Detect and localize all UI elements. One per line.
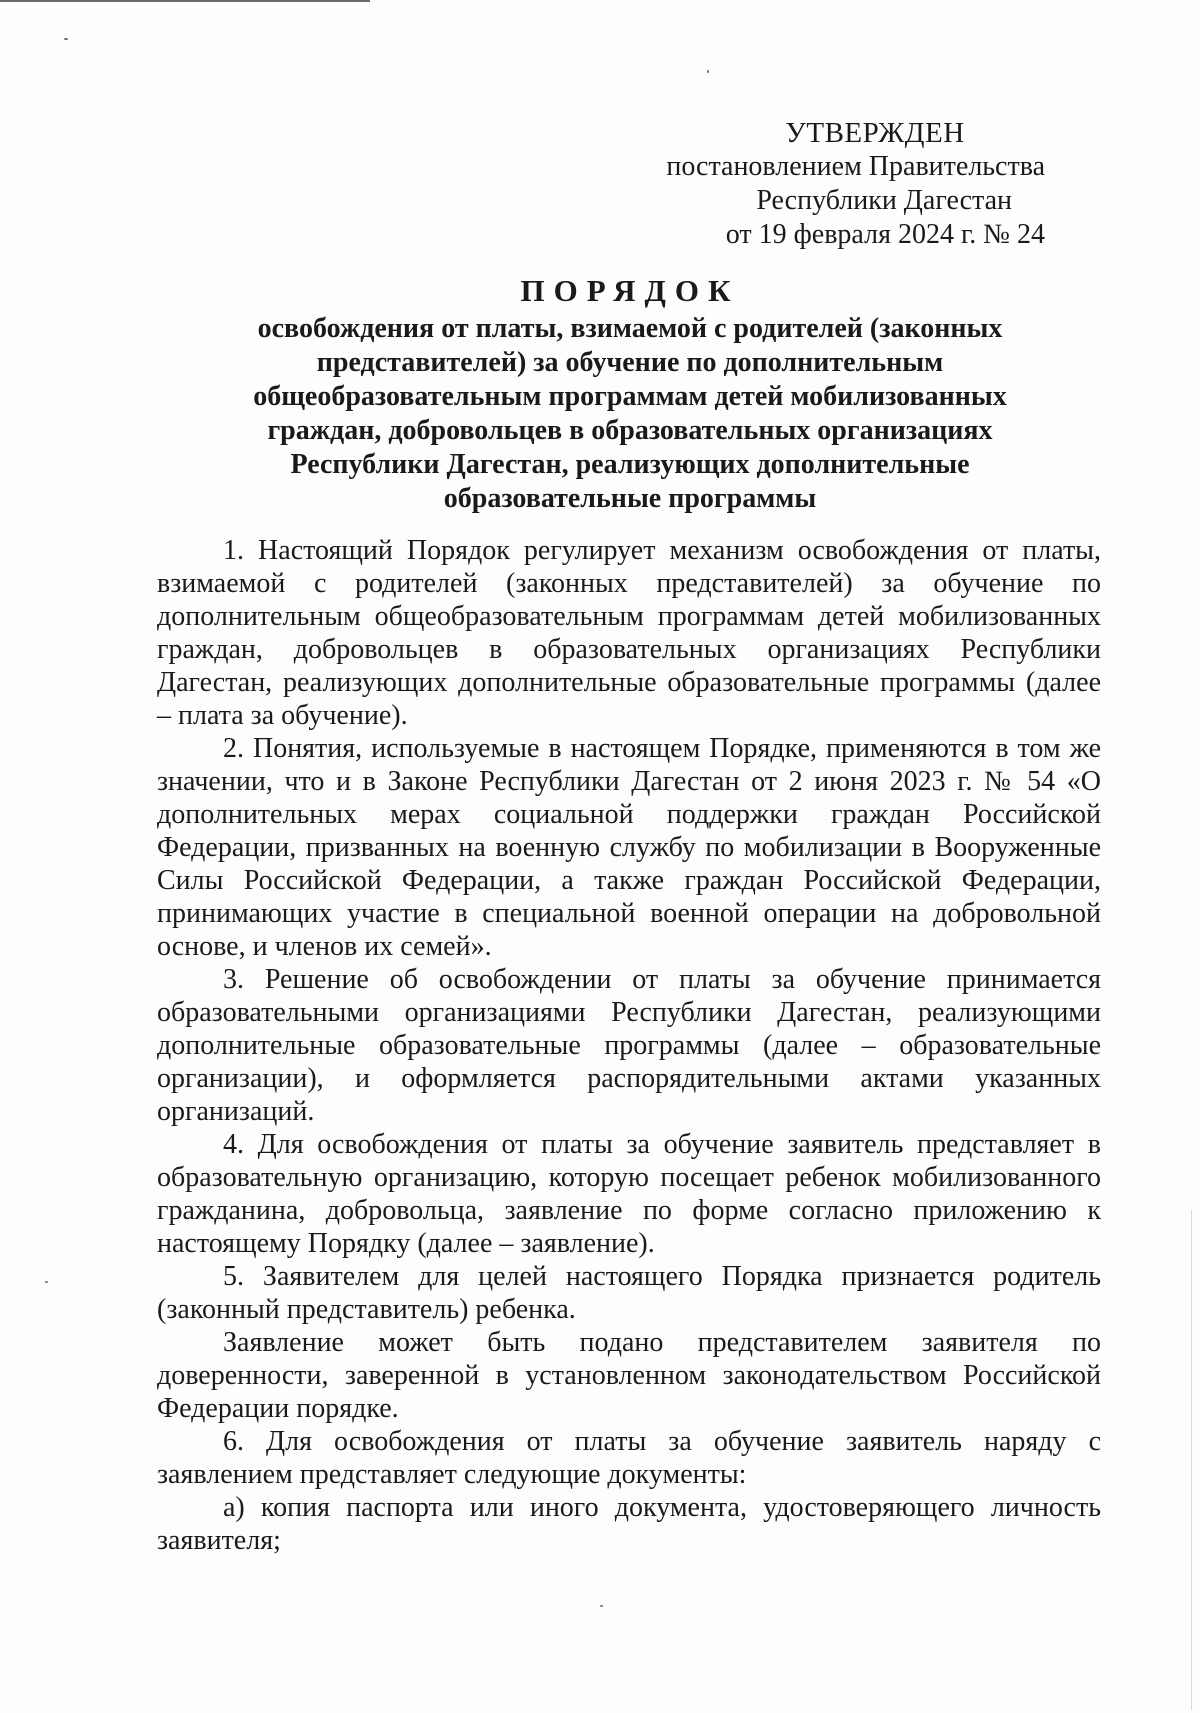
document-title: ПОРЯДОК	[520, 273, 740, 308]
paragraph-5-note: Заявление может быть подано представителем заявителя по доверенности, заверенной в установленном законодательством Российской Федерации порядке.	[157, 1327, 1101, 1424]
document-body	[157, 534, 1101, 1557]
paragraph-6a: а) копия паспорта или иного документа, удостоверяющего личность заявителя;	[157, 1492, 1101, 1556]
approval-line-1: постановлением Правительства	[666, 151, 1045, 182]
paragraph-3: 3. Решение об освобождении от платы за обучение принимается образовательными организациями Республики Дагестан, реализующими дополнительные образовательные программы (далее – образовательные организации), и оформляется распорядительными актами указанных организаций.	[157, 964, 1101, 1127]
scan-speck	[707, 70, 709, 73]
paragraph-4: 4. Для освобождения от платы за обучение заявитель представляет в образовательную организацию, которую посещает ребенок мобилизованного гражданина, добровольца, заявление по форме согласно приложению к настоящему Порядку (далее – заявление).	[157, 1129, 1101, 1259]
paragraph-1: 1. Настоящий Порядок регулирует механизм освобождения от платы, взимаемой с родителей (законных представителей) за обучение по дополнительным общеобразовательным программам детей мобилизованных граждан, добровольцев в образовательных организациях Республики Дагестан, реализующих дополнительные образовательные программы (далее – плата за обучение).	[157, 535, 1101, 731]
approval-block	[660, 116, 1060, 252]
scan-speck	[600, 1605, 603, 1607]
scan-speck	[45, 1281, 48, 1283]
scan-edge-line-right	[1191, 1210, 1192, 1710]
paragraph-6: 6. Для освобождения от платы за обучение заявитель наряду с заявлением представляет следующие документы:	[157, 1426, 1101, 1490]
scan-edge-line	[0, 0, 370, 2]
scan-speck	[64, 38, 68, 40]
approval-line-3: от 19 февраля 2024 г. № 24	[725, 219, 1045, 250]
approval-heading: УТВЕРЖДЕН	[785, 117, 965, 149]
paragraph-2: 2. Понятия, используемые в настоящем Порядке, применяются в том же значении, что и в Законе Республики Дагестан от 2 июня 2023 г. № 54 «О дополнительных мерах социальной поддержки граждан Российской Федерации, призванных на военную службу по мобилизации в Вооруженные Силы Российской Федерации, а также граждан Российской Федерации, принимающих участие в специальной военной операции на добровольной основе, и членов их семей».	[157, 733, 1101, 962]
paragraph-5: 5. Заявителем для целей настоящего Порядка признается родитель (законный представитель) ребенка.	[157, 1261, 1101, 1325]
approval-line-2: Республики Дагестан	[756, 185, 1012, 216]
document-subtitle: освобождения от платы, взимаемой с родителей (законных представителей) за обучение по дополнительным общеобразовательным программам детей мобилизованных граждан, добровольцев в образовательных организациях Республики Дагестан, реализующих дополнительные образовательные программы	[253, 313, 1007, 514]
